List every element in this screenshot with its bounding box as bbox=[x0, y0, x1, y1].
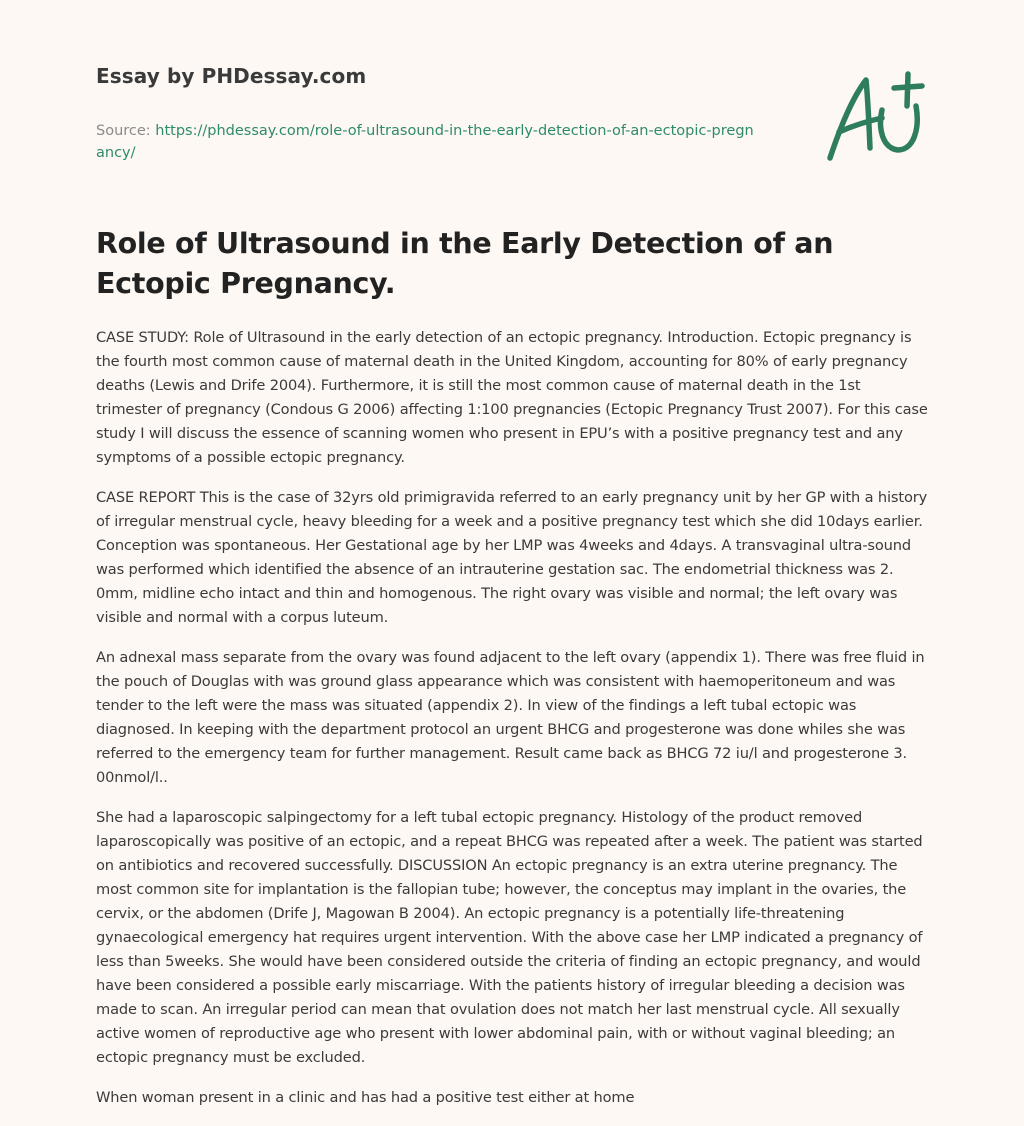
page-header bbox=[96, 64, 796, 164]
source-link[interactable]: https://phdessay.com/role-of-ultrasound-in-the-early-detection-of-an-ectopic-pregnancy/ bbox=[96, 123, 754, 161]
essay-title: Role of Ultrasound in the Early Detection of an Ectopic Pregnancy. bbox=[96, 227, 834, 300]
essay-body bbox=[96, 326, 930, 1126]
paragraph: CASE REPORT This is the case of 32yrs old primigravida referred to an early pregnancy unit by her GP with a history of irregular menstrual cycle, heavy bleeding for a week and a positive pregnancy test which she did 10days earlier. Conception was spontaneous. Her Gestational age by her LMP was 4weeks and 4days. A transvaginal ultra-sound was performed which identified the absence of an intrauterine gestation sac. The endometrial thickness was 2. 0mm, midline echo intact and thin and homogenous. The right ovary was visible and normal; the left ovary was visible and normal with a corpus luteum. bbox=[96, 489, 928, 626]
source-label: Source: bbox=[96, 123, 156, 139]
paragraph: She had a laparoscopic salpingectomy for a left tubal ectopic pregnancy. Histology of the product removed laparoscopically was positive of an ectopic, and a repeat BHCG was repeated after a week. The patient was started on antibiotics and recovered successfully. DISCUSSION An ectopic pregnancy is an extra uterine pregnancy. The most common site for implantation is the fallopian tube; however, the conceptus may implant in the ovaries, the cervix, or the abdomen (Drife J, Magowan B 2004). An ectopic pregnancy is a potentially life-threatening gynaecological emergency hat requires urgent intervention. With the above case her LMP indicated a pregnancy of less than 5weeks. She would have been considered outside the criteria of finding an ectopic pregnancy, and would have been considered a possible early miscarriage. With the patients history of irregular bleeding a decision was made to scan. An irregular period can mean that ovulation does not match her last menstrual cycle. All sexually active women of reproductive age who present with lower abdominal pain, with or without vaginal bleeding; an ectopic pregnancy must be excluded. bbox=[96, 809, 923, 1066]
site-brand: Essay by PHDessay.com bbox=[96, 64, 367, 88]
source-line bbox=[96, 120, 756, 164]
paragraph: CASE STUDY: Role of Ultrasound in the early detection of an ectopic pregnancy. Introduction. Ectopic pregnancy is the fourth most common cause of maternal death in the United Kingdom, accounting for 80% of early pregnancy deaths (Lewis and Drife 2004). Furthermore, it is still the most common cause of maternal death in the 1st trimester of pregnancy (Condous G 2006) affecting 1:100 pregnancies (Ectopic Pregnancy Trust 2007). For this case study I will discuss the essence of scanning women who present in EPU’s with a positive pregnancy test and any symptoms of a possible ectopic pregnancy. bbox=[96, 329, 928, 466]
a-plus-logo bbox=[822, 66, 932, 166]
paragraph: When woman present in a clinic and has had a positive test either at home bbox=[96, 1089, 635, 1106]
a-plus-icon bbox=[822, 66, 932, 166]
paragraph: An adnexal mass separate from the ovary was found adjacent to the left ovary (appendix 1). There was free fluid in the pouch of Douglas with was ground glass appearance which was consistent with haemoperitoneum and was tender to the left were the mass was situated (appendix 2). In view of the findings a left tubal ectopic was diagnosed. In keeping with the department protocol an urgent BHCG and progesterone was done whiles she was referred to the emergency team for further management. Result came back as BHCG 72 iu/l and progesterone 3. 00nmol/l.. bbox=[96, 649, 925, 786]
